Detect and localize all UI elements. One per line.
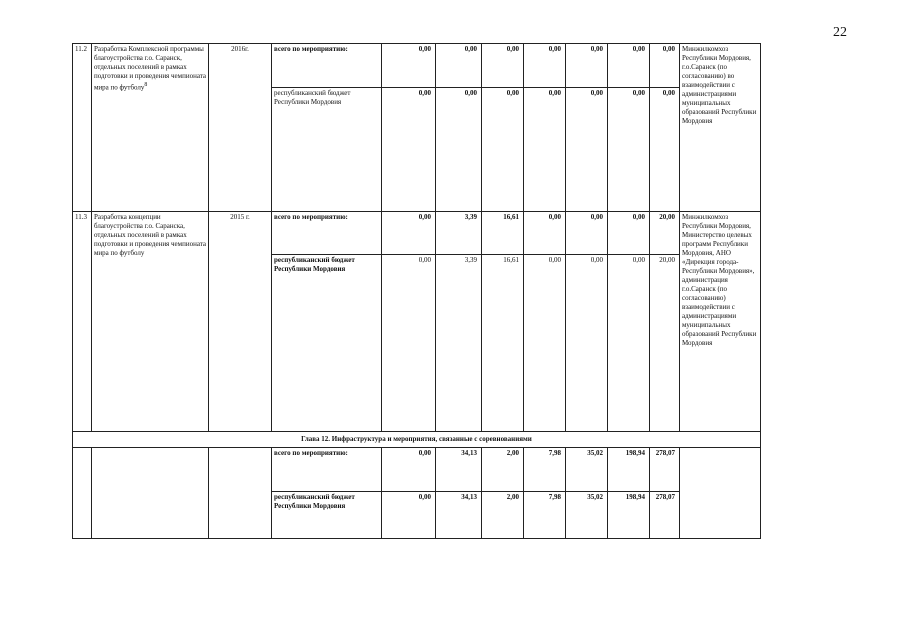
value-cell: 34,13: [436, 492, 482, 539]
value-cell: 3,39: [436, 212, 482, 255]
value-cell: 0,00: [524, 88, 566, 212]
value-cell: 34,13: [436, 448, 482, 492]
value-cell: 0,00: [524, 212, 566, 255]
value-cell: 16,61: [482, 255, 524, 432]
value-cell: 3,39: [436, 255, 482, 432]
funding-source: всего по мероприятию:: [272, 212, 382, 255]
funding-source: всего по мероприятию:: [272, 44, 382, 88]
funding-source: республиканский бюджет Республики Мордовия: [272, 88, 382, 212]
funding-source: республиканский бюджет Республики Мордовия: [272, 492, 382, 539]
value-cell: 2,00: [482, 492, 524, 539]
row-number: [73, 448, 92, 539]
program-table: [72, 43, 761, 539]
row-title: Разработка концепции благоустройства г.о. Саранска, отдельных поселений в рамках подготовки и проведения чемпионата мира по футболу: [92, 212, 209, 432]
value-cell: 20,00: [650, 212, 680, 255]
value-cell: 0,00: [524, 255, 566, 432]
funding-source: всего по мероприятию:: [272, 448, 382, 492]
value-cell: 7,98: [524, 448, 566, 492]
value-cell: 0,00: [650, 44, 680, 88]
value-cell: 35,02: [566, 448, 608, 492]
value-cell: 0,00: [566, 88, 608, 212]
value-cell: 0,00: [566, 255, 608, 432]
funding-source: республиканский бюджет Республики Мордовия: [272, 255, 382, 432]
value-cell: 0,00: [608, 212, 650, 255]
value-cell: 0,00: [382, 88, 436, 212]
row-year: [209, 448, 272, 539]
value-cell: 20,00: [650, 255, 680, 432]
value-cell: 0,00: [482, 44, 524, 88]
value-cell: 0,00: [524, 44, 566, 88]
chapter-row: [73, 432, 761, 448]
value-cell: 198,94: [608, 448, 650, 492]
value-cell: 0,00: [566, 44, 608, 88]
row-number: 11.2: [73, 44, 92, 212]
value-cell: 0,00: [650, 88, 680, 212]
page-number: 22: [833, 25, 847, 40]
value-cell: 0,00: [382, 448, 436, 492]
row-year: 2016г.: [209, 44, 272, 212]
value-cell: 0,00: [436, 88, 482, 212]
value-cell: 0,00: [566, 212, 608, 255]
value-cell: 16,61: [482, 212, 524, 255]
table-row: [73, 212, 761, 255]
value-cell: 0,00: [608, 44, 650, 88]
value-cell: 35,02: [566, 492, 608, 539]
value-cell: 7,98: [524, 492, 566, 539]
value-cell: 278,07: [650, 492, 680, 539]
table-row: [73, 44, 761, 88]
value-cell: 2,00: [482, 448, 524, 492]
value-cell: 0,00: [382, 255, 436, 432]
row-number: 11.3: [73, 212, 92, 432]
row-title: Разработка Комплексной программы благоустройства г.о. Саранск, отдельных поселений в рамках подготовки и проведения чемпионата мира по футболу$^8$: [92, 44, 209, 212]
table-row: [73, 448, 761, 492]
row-executor: Минжилкомхоз Республики Мордовия, г.о.Саранск (по согласованию) во взаимодействии с администрациями муниципальных образований Республики Мордовия: [680, 44, 761, 212]
value-cell: 0,00: [382, 492, 436, 539]
row-year: 2015 г.: [209, 212, 272, 432]
value-cell: 278,07: [650, 448, 680, 492]
row-executor: Минжилкомхоз Республики Мордовия, Министерство целевых программ Республики Мордовия, АНО «Дирекция города-Республики Мордовия», администрация г.о.Саранск (по согласованию) взаимодействии с администрациями муниципальных образований Республики Мордовия: [680, 212, 761, 432]
value-cell: 198,94: [608, 492, 650, 539]
value-cell: 0,00: [436, 44, 482, 88]
value-cell: 0,00: [608, 88, 650, 212]
value-cell: 0,00: [482, 88, 524, 212]
value-cell: 0,00: [382, 212, 436, 255]
value-cell: 0,00: [382, 44, 436, 88]
row-title: [92, 448, 209, 539]
chapter-title: Глава 12. Инфраструктура и мероприятия, связанные с соревнованиями: [73, 432, 761, 448]
value-cell: 0,00: [608, 255, 650, 432]
row-executor: [680, 448, 761, 539]
